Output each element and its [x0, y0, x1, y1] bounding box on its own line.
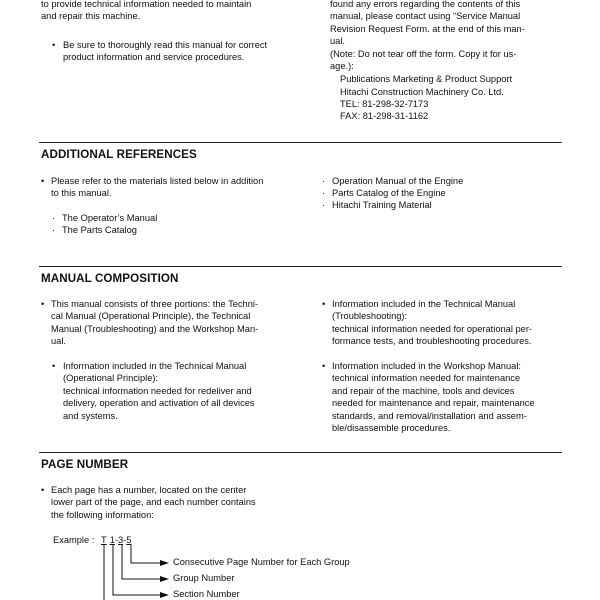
contact-line2: Hitachi Construction Machinery Co. Ltd. [340, 87, 504, 97]
example-code-char: 1 [109, 535, 115, 545]
bullet-symbol: • [41, 176, 45, 186]
example-code-char: T [101, 535, 107, 545]
manual-composition-bullet-text: This manual consists of three portions: the Techni- cal Manual (Operational Principle), the Technical Manual (Troubleshooting) and the Workshop Man- ual. [51, 299, 259, 347]
bullet-symbol: • [322, 299, 326, 309]
example-code-char: 5 [126, 535, 132, 545]
workshop-text: Information included in the Workshop Manual: technical information needed for maintenance and repair of the machine, tools and devices needed for maintenance and repair, maintenance standards, and removal/installation and assem- ble/disassemble procedures. [332, 361, 535, 434]
contact-tel: TEL: 81-298-32-7173 [340, 99, 429, 109]
contact-line1: Publications Marketing & Product Support [340, 74, 513, 84]
bullet-symbol: • [52, 361, 56, 371]
contact-fax: FAX: 81-298-31-1162 [340, 111, 429, 121]
bullet-symbol: • [52, 40, 56, 50]
example-code-char: - [114, 535, 118, 545]
list-item-text: The Parts Catalog [62, 225, 137, 235]
list-item-text: Operation Manual of the Engine [332, 176, 464, 186]
example-code-char: - [123, 535, 127, 545]
troubleshooting-text: Information included in the Technical Manual (Troubleshooting): technical information needed for operational per- formance tests, and troubleshooting procedures. [332, 299, 533, 347]
bullet-symbol: · [322, 200, 326, 210]
example-label-consecutive-page: Consecutive Page Number for Each Group [173, 557, 350, 567]
list-item-text: The Operator’s Manual [62, 213, 158, 223]
section-heading-page-number: PAGE NUMBER [41, 458, 129, 471]
example-label-group-number: Group Number [173, 573, 235, 583]
bullet-symbol: · [322, 176, 326, 186]
intro-left-bullet-text: Be sure to thoroughly read this manual for correct product information and service procedures. [63, 40, 268, 63]
bullet-symbol: · [322, 188, 326, 198]
additional-references-bullet-text: Please refer to the materials listed below in addition to this manual. [51, 176, 264, 199]
example-code-char: 3 [117, 535, 124, 545]
page-number-bullet-text: Each page has a number, located on the center lower part of the page, and each number contains the following information: [51, 485, 256, 520]
list-item-text: Hitachi Training Material [332, 200, 432, 210]
intro-left-line1: to provide technical information needed to maintain [41, 0, 252, 9]
example-label: Example : [53, 535, 95, 545]
bullet-symbol: • [322, 361, 326, 371]
bullet-symbol: • [41, 485, 45, 495]
operational-principle-text: Information included in the Technical Manual (Operational Principle): technical information needed for redeliver and delivery, operation and activation of all devices and systems. [63, 361, 255, 421]
list-item-text: Parts Catalog of the Engine [332, 188, 446, 198]
bullet-symbol: · [52, 213, 56, 223]
intro-right-paragraph: found any errors regarding the contents of this manual, please contact using “Service Manual Revision Request Form. at the end of this man- ual. (Note: Do not tear off the form. Copy it for us- age.): [330, 0, 525, 72]
intro-left-line2: and repair this machine. [41, 11, 141, 21]
section-heading-manual-composition: MANUAL COMPOSITION [41, 272, 179, 285]
bullet-symbol: • [41, 299, 45, 309]
example-label-section-number: Section Number [173, 589, 240, 599]
bullet-symbol: · [52, 225, 56, 235]
section-heading-additional-references: ADDITIONAL REFERENCES [41, 148, 197, 161]
